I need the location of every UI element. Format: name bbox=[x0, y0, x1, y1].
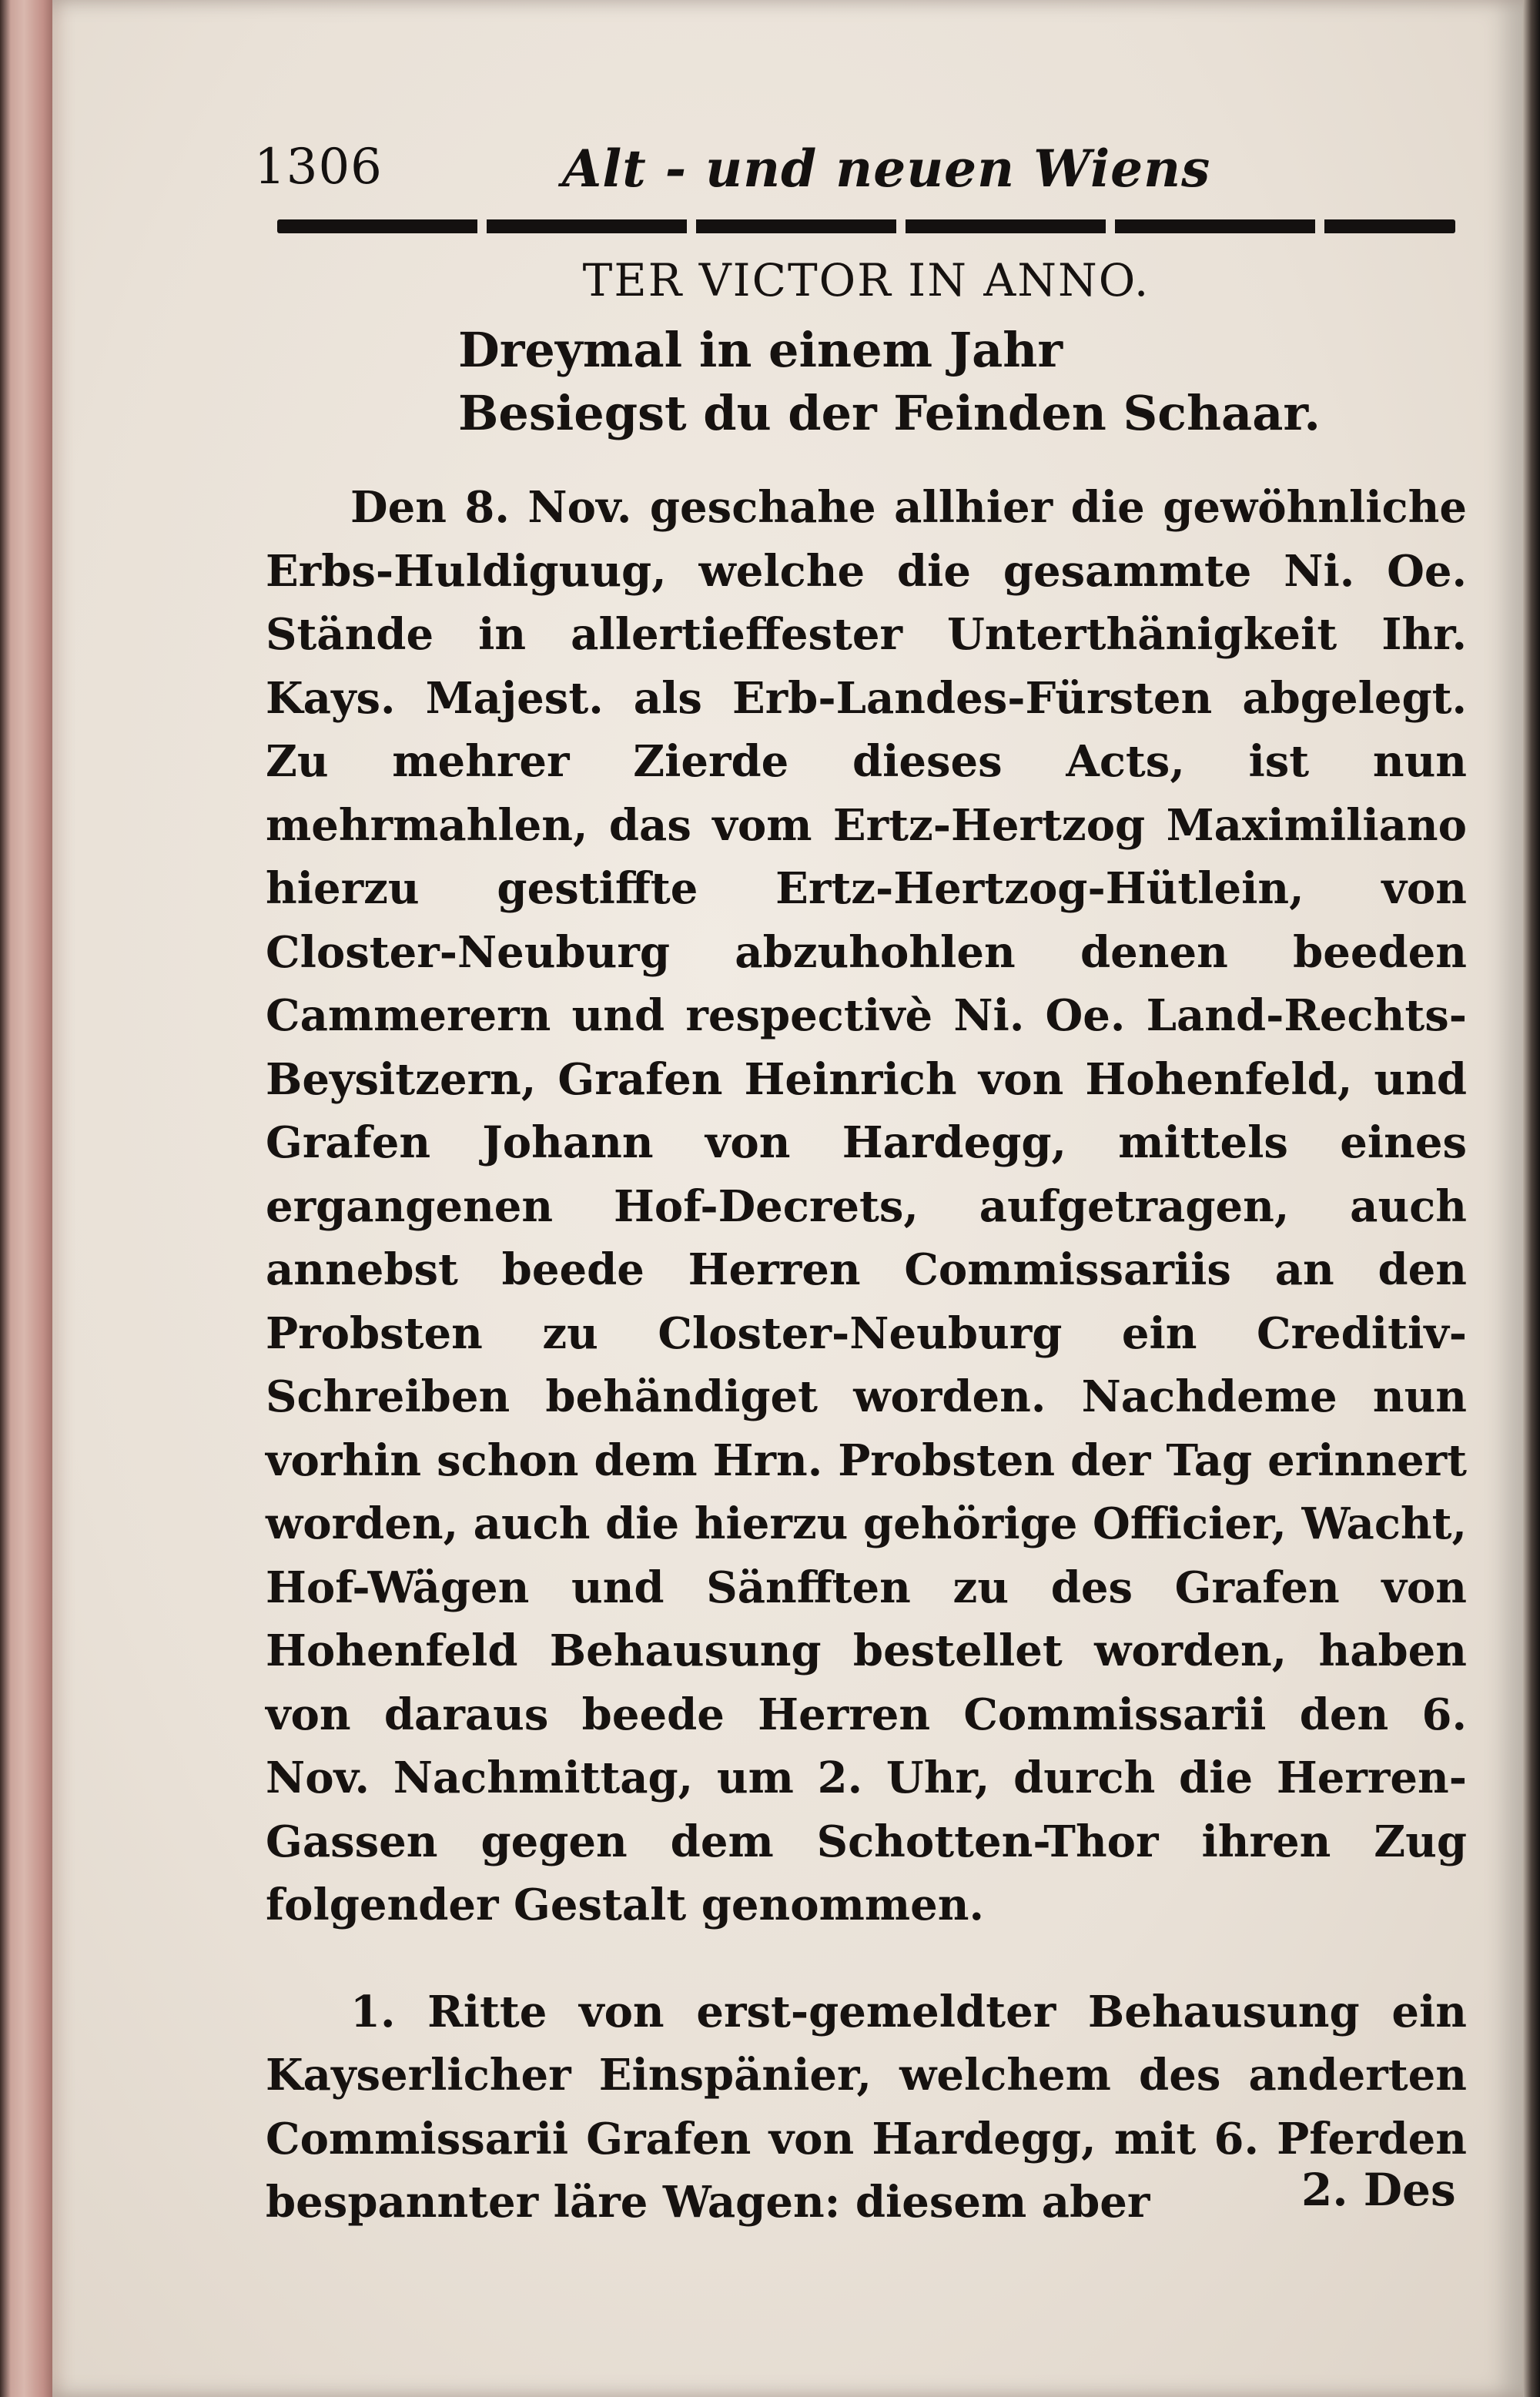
catchword: 2. Des bbox=[1301, 2164, 1456, 2216]
verse-line-1: Dreymal in einem Jahr bbox=[458, 322, 1063, 378]
paragraph-2: 1. Ritte von erst-gemeldter Behausung ein Kayserlicher Einspänier, welchem des anderten Commissarii Grafen von Hardegg, mit 6. Pferden bespannter läre Wagen: diesem aber bbox=[266, 1986, 1467, 2228]
header-rule bbox=[277, 219, 1455, 233]
body-text bbox=[266, 246, 1467, 2278]
running-title: Alt - und neuen Wiens bbox=[562, 139, 1211, 199]
paragraph-1: Den 8. Nov. geschahe allhier die gewöhnliche Erbs-Huldiguug, welche die gesammte Ni. Oe. Stände in allertieffester Unterthänigkeit Ihr. Kays. Majest. als Erb-Landes-Fürsten abgelegt. Zu mehrer Zierde dieses Acts, ist nun mehrmahlen, das vom Ertz-Hertzog Maximiliano hierzu gestiffte Ertz-Hertzog-Hütlein, von Closter-Neuburg abzuhohlen denen beeden Cammerern und respectivè Ni. Oe. Land-Rechts-Beysitzern, Grafen Heinrich von Hohenfeld, und Grafen Johann von Hardegg, mittels eines ergangenen Hof-Decrets, aufgetragen, auch annebst beede Herren Commissariis an den Probsten zu Closter-Neuburg ein Creditiv-Schreiben behändiget worden. Nachdeme nun vorhin schon dem Hrn. Probsten der Tag erinnert worden, auch die hierzu gehörige Officier, Wacht, Hof-Wägen und Sänfften zu des Grafen von Hohenfeld Behausung bestellet worden, haben von daraus beede Herren Commissarii den 6. Nov. Nachmittag, um 2. Uhr, durch die Herren-Gassen gegen dem Schotten-Thor ihren Zug folgender Gestalt genommen. bbox=[266, 482, 1467, 1930]
page-header bbox=[223, 139, 1455, 223]
previous-page-edge bbox=[0, 0, 54, 2397]
book-edge-shadow bbox=[1523, 0, 1540, 2397]
verse-line-2: Besiegst du der Feinden Schaar. bbox=[458, 385, 1321, 441]
section-heading: TER VICTOR IN ANNO. bbox=[582, 254, 1150, 306]
page-number: 1306 bbox=[254, 139, 383, 196]
